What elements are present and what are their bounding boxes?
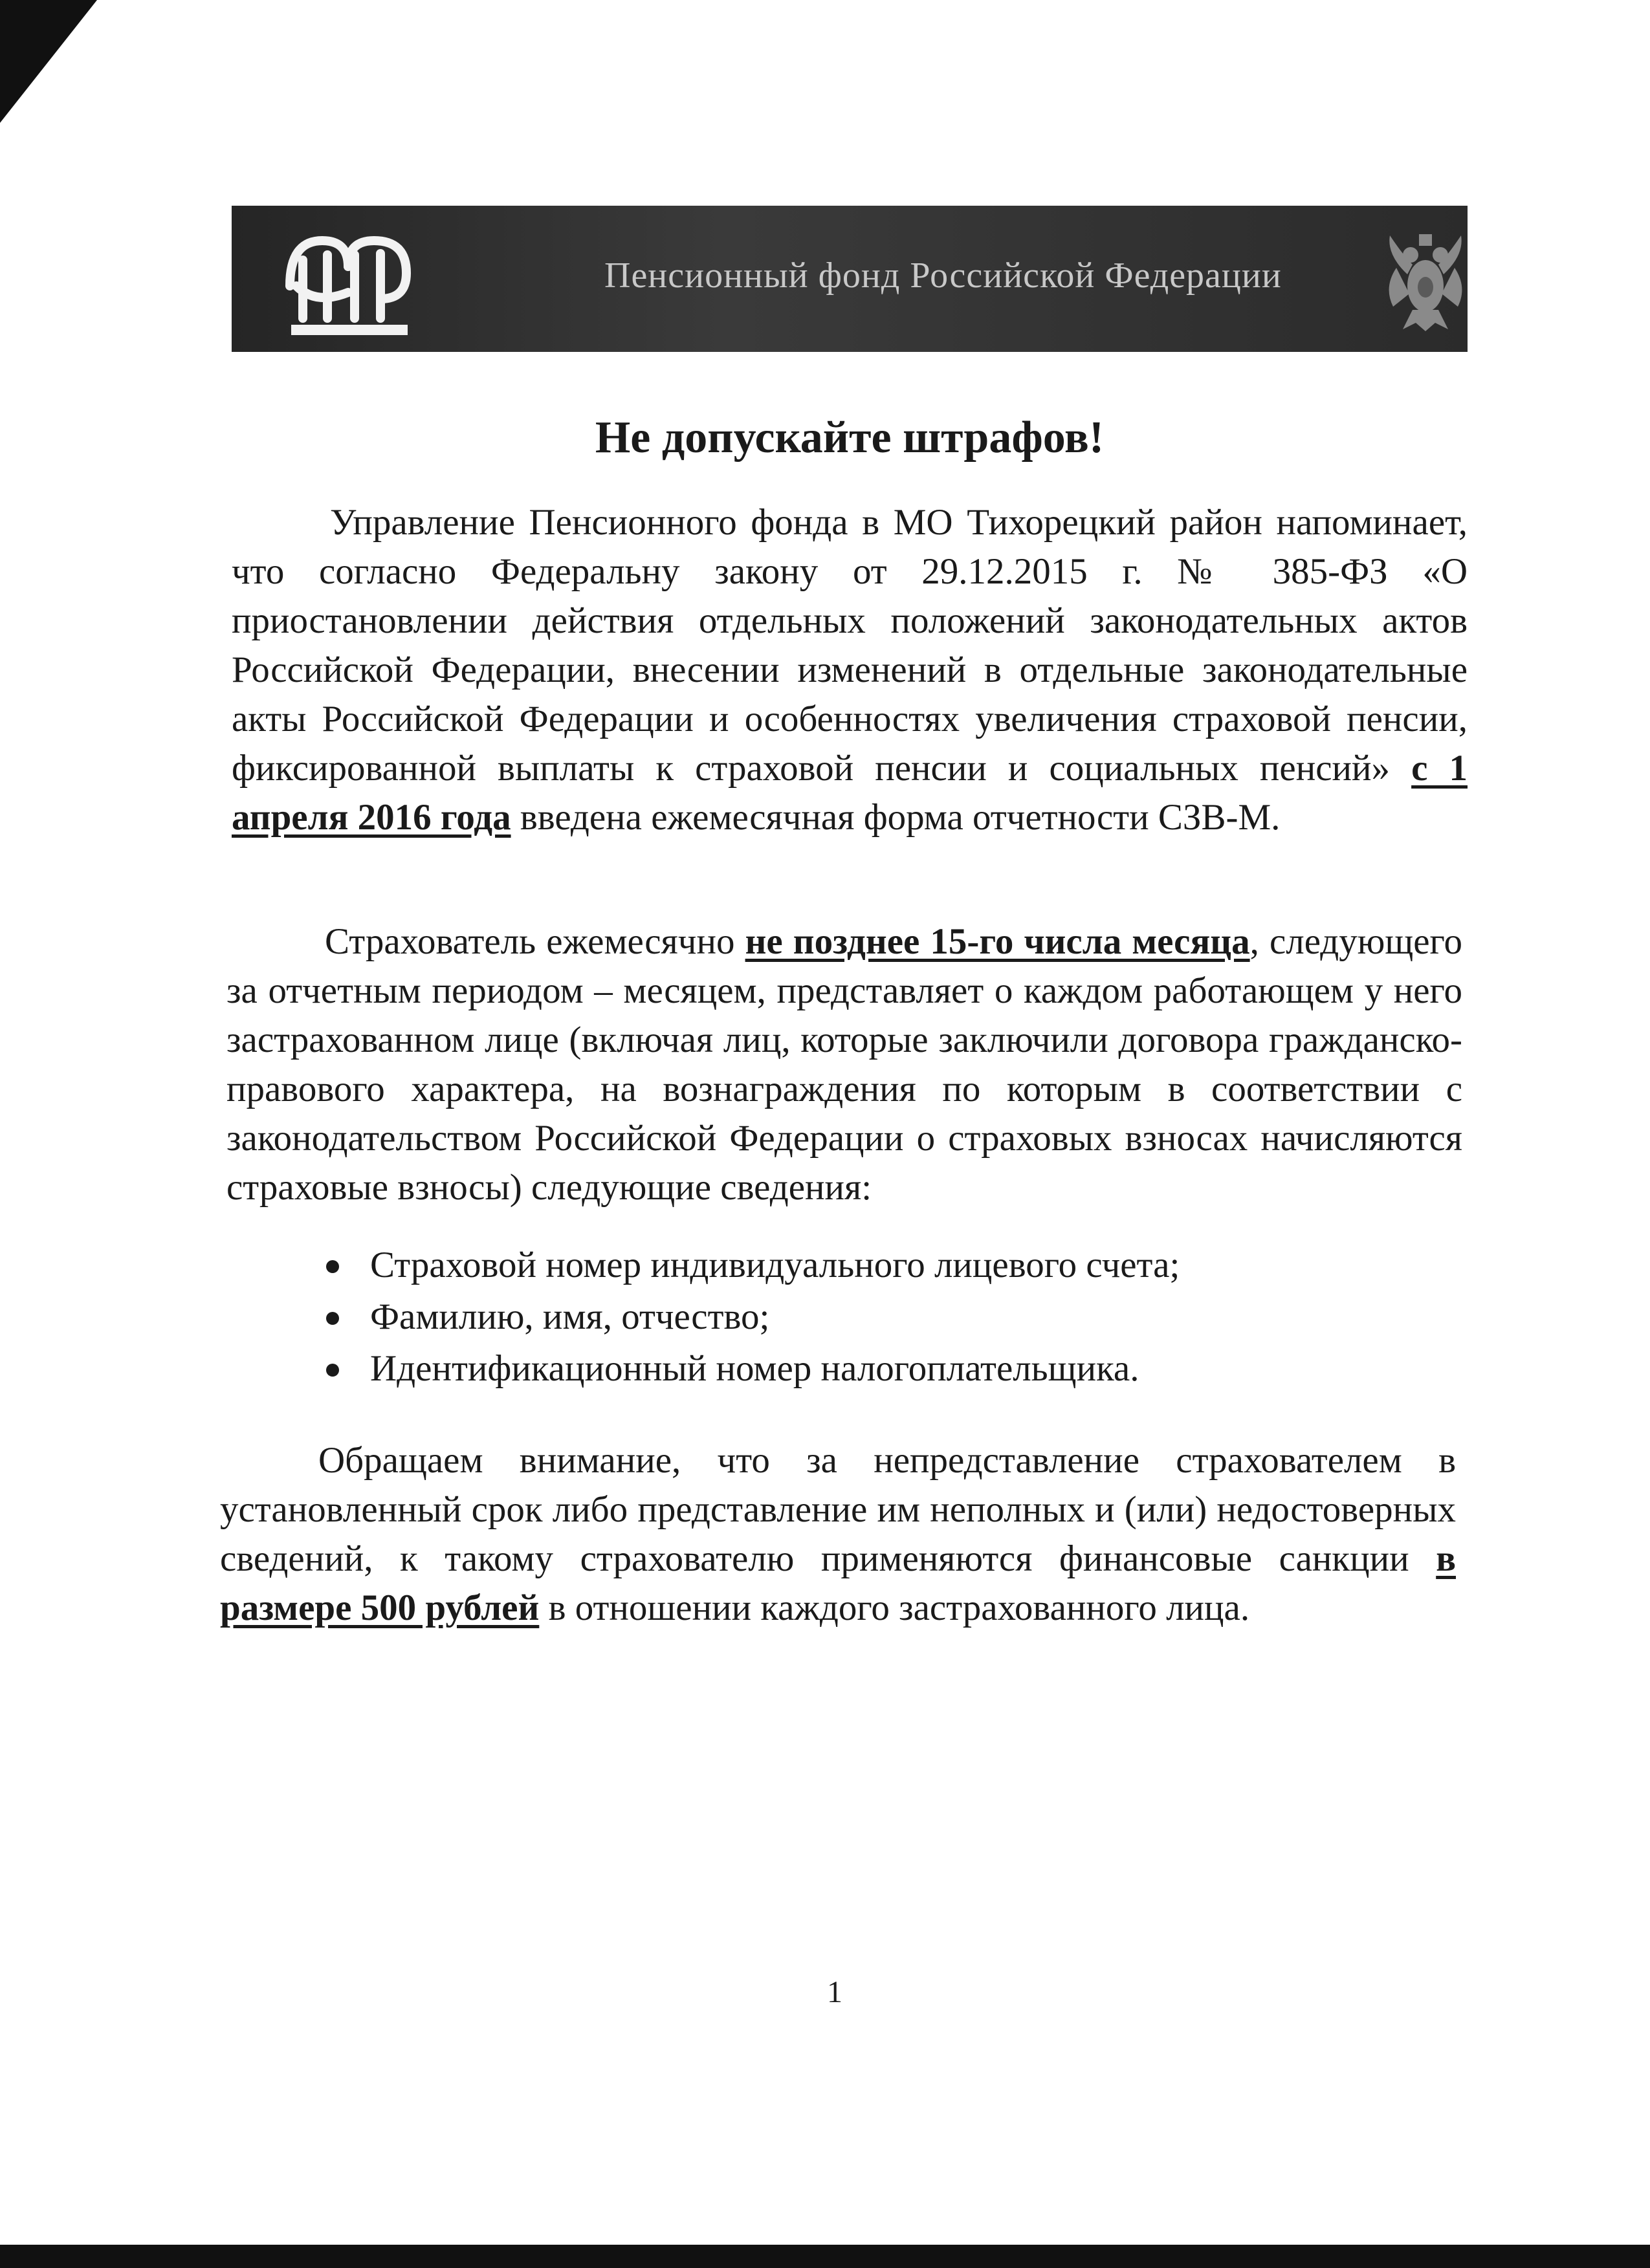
paragraph-text: в отношении каждого застрахованного лица.: [539, 1587, 1250, 1628]
paragraph-text: , следующего за отчетным периодом – месяцем, представляет о каждом работающем у него застрахованном лице (включая лиц, которые заключили договора гражданско-правового характера, на вознаграждения по которым в соответствии с законодательством Российской Федерации о страховых взносах начисляются страховые взносы) следующие сведения:: [226, 921, 1463, 1208]
pfr-logo-icon: [277, 215, 419, 344]
banner-title: Пенсионный фонд Российской Федерации: [604, 256, 1282, 296]
paragraph-text: Страхователь ежемесячно: [325, 921, 745, 962]
header-banner: [232, 206, 1468, 352]
highlight-deadline: не позднее 15-го числа месяца: [745, 921, 1250, 962]
paragraph-text: введена ежемесячная форма отчетности СЗВ-М.: [511, 797, 1281, 838]
list-item: Фамилию, имя, отчество;: [311, 1291, 1462, 1343]
paragraph-law-notice: [232, 498, 1468, 842]
double-headed-eagle-icon: [1383, 229, 1468, 333]
required-info-list: [311, 1239, 1462, 1395]
scan-bottom-edge: [0, 2245, 1650, 2268]
paragraph-deadline: [226, 917, 1462, 1212]
page-number: 1: [827, 1975, 842, 2009]
paragraph-text: Управление Пенсионного фонда в МО Тихорецкий район напоминает, что согласно Федеральну закону от 29.12.2015 г. № 385-ФЗ «О приостановлении действия отдельных положений законодательных актов Российской Федерации, внесении изменений в отдельные законодательные акты Российской Федерации и особенностях увеличения страховой пенсии, фиксированной выплаты к страховой пенсии и социальных пенсий»: [232, 502, 1468, 789]
highlight-date: с 1 апреля 2016 года: [232, 748, 1468, 838]
paragraph-text: Обращаем внимание, что за непредставление страхователем в установленный срок либо представление им неполных и (или) недостоверных сведений, к такому страхователю применяются финансовые санкции: [220, 1440, 1456, 1579]
highlight-penalty: в размере 500 рублей: [220, 1538, 1456, 1628]
scan-corner-shadow: [0, 0, 97, 123]
document-title: Не допускайте штрафов!: [595, 413, 1105, 463]
list-item: Страховой номер индивидуального лицевого счета;: [311, 1239, 1462, 1291]
paragraph-penalty: [220, 1436, 1456, 1633]
list-item: Идентификационный номер налогоплательщика.: [311, 1343, 1462, 1395]
